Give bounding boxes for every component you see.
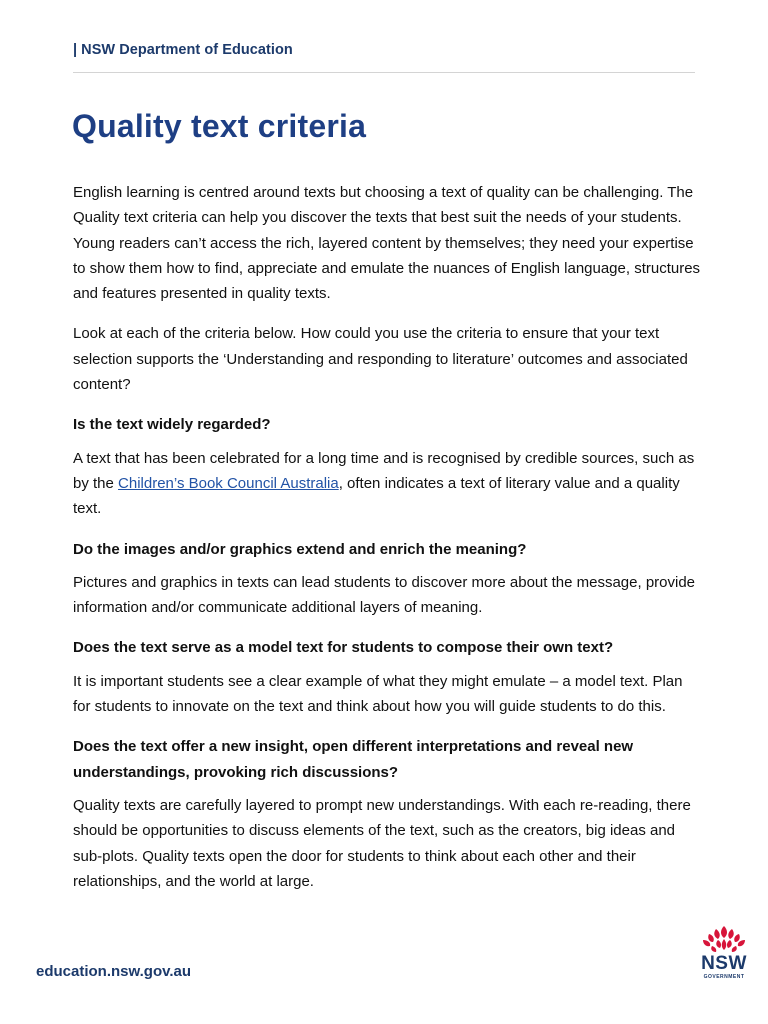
department-header: | NSW Department of Education (73, 42, 293, 58)
logo-subtext: GOVERNMENT (703, 974, 745, 980)
criterion-heading-regarded: Is the text widely regarded? (73, 416, 271, 434)
criterion-heading-insight: Does the text offer a new insight, open different interpretations and reveal new understandings, provoking rich discussions? (73, 738, 634, 781)
document-body (73, 180, 703, 909)
footer-url: education.nsw.gov.au (36, 963, 192, 980)
waratah-icon (694, 924, 754, 956)
criterion-body-images: Pictures and graphics in texts can lead students to discover more about the message, provide information and/or communicate additional layers of meaning. (73, 573, 696, 617)
criterion-body-model-text: It is important students see a clear example of what they might emulate – a model text. Plan for students to innovate on the text and think about how you will guide students to do this. (73, 672, 683, 716)
intro-paragraph-2: Look at each of the criteria below. How could you use the criteria to ensure that your text selection supports the ‘Understanding and responding to literature’ outcomes and associated content? (73, 325, 688, 394)
criterion-heading-model-text: Does the text serve as a model text for students to compose their own text? (73, 639, 614, 657)
cbca-link[interactable]: Children’s Book Council Australia (118, 474, 339, 492)
intro-paragraph-1: English learning is centred around texts but choosing a text of quality can be challenging. The Quality text criteria can help you discover the texts that best suit the needs of your students. Young readers can’t access the rich, layered content by themselves; they need your expertise to show them how to find, appreciate and emulate the nuances of English language, structures and features presented in quality texts. (73, 184, 701, 303)
criterion-body-regarded (73, 446, 703, 522)
logo-wordmark: NSW (701, 953, 747, 974)
criterion-heading-images: Do the images and/or graphics extend and enrich the meaning? (73, 540, 527, 558)
nsw-government-logo (694, 924, 754, 984)
criterion-body-insight: Quality texts are carefully layered to prompt new understandings. With each re-reading, there should be opportunities to discuss elements of the text, such as the creators, big ideas and sub-plots. Quality texts open the door for students to think about each other and their relationships, and the world at large. (73, 796, 691, 890)
criterion-body-regarded-after: , often indicates a text of literary value and a quality text. (73, 474, 680, 518)
page-title: Quality text criteria (72, 108, 367, 144)
criterion-body-regarded-before: A text that has been celebrated for a long time and is recognised by credible sources, such as by the (73, 449, 695, 492)
header-divider (73, 72, 695, 73)
